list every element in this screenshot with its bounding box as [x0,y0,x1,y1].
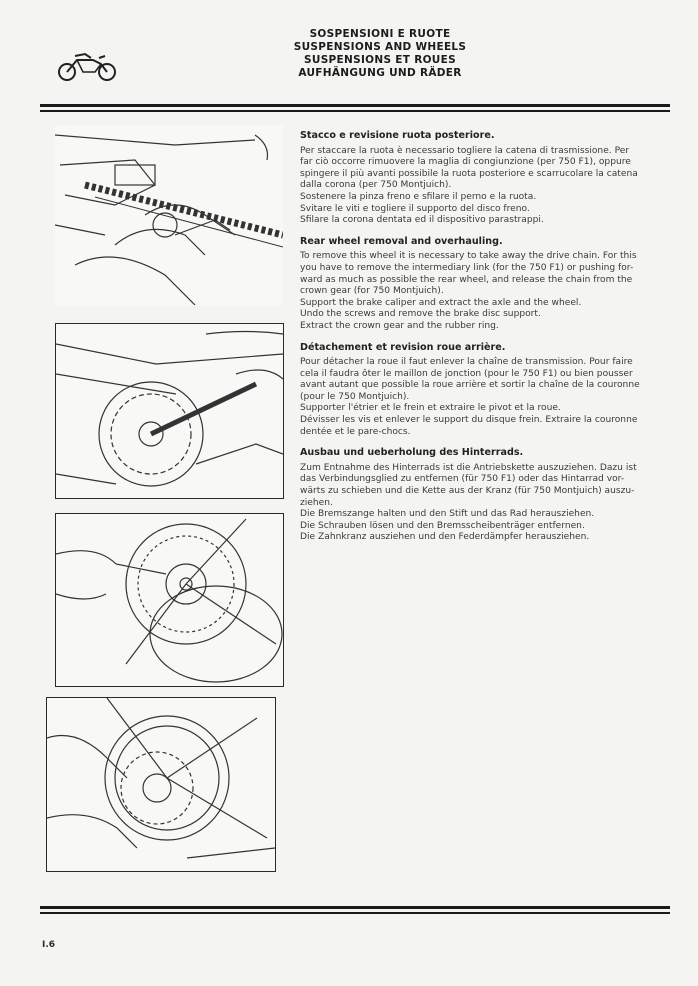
body-line: Support the brake caliper and extract the axle and the wheel. [300,297,582,308]
body-line: ziehen. [300,497,333,508]
body-line: wärts zu schieben und die Kette aus der Kranz (für 750 Montjuich) auszu- [300,486,635,497]
body-line: Per staccare la ruota è necessario togliere la catena di trasmissione. Per [300,145,630,156]
body-line: Dévisser les vis et enlever le support du disque frein. Extraire la couronne [300,415,638,426]
body-line: cela il faudra ôter le maillon de jonction (pour le 750 F1) ou bien pousser [300,368,633,379]
body-line: dalla corona (per 750 Montjuich). [300,180,452,191]
body-line: crown gear (for 750 Montjuich). [300,286,444,297]
body-line: you have to remove the intermediary link (for the 750 F1) or pushing for- [300,262,634,273]
body-line: dentée et le pare-chocs. [300,426,411,437]
header-title-en: SUSPENSIONS AND WHEELS [293,41,467,53]
section-italian [300,130,656,227]
body-line: spingere il più avanti possibile la ruota posteriore e scarrucolare la catena [300,168,638,179]
body-line: Sfilare la corona dentata ed il dispositivo parastrappi. [300,215,544,226]
body-line: Die Bremszange halten und den Stift und das Rad herausziehen. [300,509,595,520]
section-title-italian: Stacco e revisione ruota posteriore. [300,130,495,141]
body-line: (pour le 750 Montjuich). [300,391,410,402]
body-line: Supporter l'étrier et le frein et extraire le pivot et la roue. [300,403,561,414]
crown-gear-illustration [47,698,275,871]
body-line: To remove this wheel it is necessary to take away the drive chain. For this [300,251,637,262]
header-title-fr: SUSPENSIONS ET ROUES [304,54,456,66]
page-header [260,28,500,80]
figure-brake-disc [55,513,284,687]
body-line: Pour détacher la roue il faut enlever la chaîne de transmission. Pour faire [300,357,633,368]
section-french [300,342,656,439]
section-title-french: Détachement et revision roue arrière. [300,341,506,353]
section-title-german: Ausbau und ueberholung des Hinterrads. [300,447,524,459]
figure-sprocket-removal [55,323,284,499]
header-rule-bottom [40,110,670,112]
section-german [300,447,656,544]
body-line: Zum Entnahme des Hinterrads ist die Antriebskette auszuziehen. Dazu ist [300,462,637,473]
header-rule-top [40,104,670,107]
instructions-column [300,130,656,553]
body-line: Sostenere la pinza freno e sfilare il perno e la ruota. [300,191,537,202]
footer-rule-top [40,906,670,909]
motorcycle-logo-icon [55,48,119,82]
figure-chain-link-removal [55,125,283,305]
body-line: das Verbindungsglied zu entfernen (für 750 F1) oder das Hintarrad vor- [300,474,625,485]
body-line: avant autant que possible la roue arrière et sortir la chaîne de la couronne [300,380,640,391]
body-line: far ciò occorre rimuovere la maglia di congiunzione (per 750 F1), oppure [300,157,631,168]
body-line: Svitare le viti e togliere il supporto del disco freno. [300,203,530,214]
body-line: Die Schrauben lösen und den Bremsscheibenträger entfernen. [300,520,585,531]
section-title-english: Rear wheel removal and overhauling. [300,235,503,247]
body-line: Die Zahnkranz ausziehen und den Federdämpfer herausziehen. [300,532,590,543]
figure-crown-gear [46,697,276,872]
sprocket-illustration [56,324,283,498]
header-title-de: AUFHÄNGUNG UND RÄDER [298,67,462,79]
body-line: Undo the screws and remove the brake disc support. [300,309,541,320]
header-title-it: SOSPENSIONI E RUOTE [309,28,451,40]
chain-removal-illustration [55,125,283,305]
body-line: Extract the crown gear and the rubber ring. [300,320,499,331]
brake-disc-illustration [56,514,283,686]
body-line: ward as much as possible the rear wheel, and release the chain from the [300,274,633,285]
section-english [300,236,656,333]
page-number: I.6 [42,940,56,950]
footer-rule-bottom [40,912,670,914]
